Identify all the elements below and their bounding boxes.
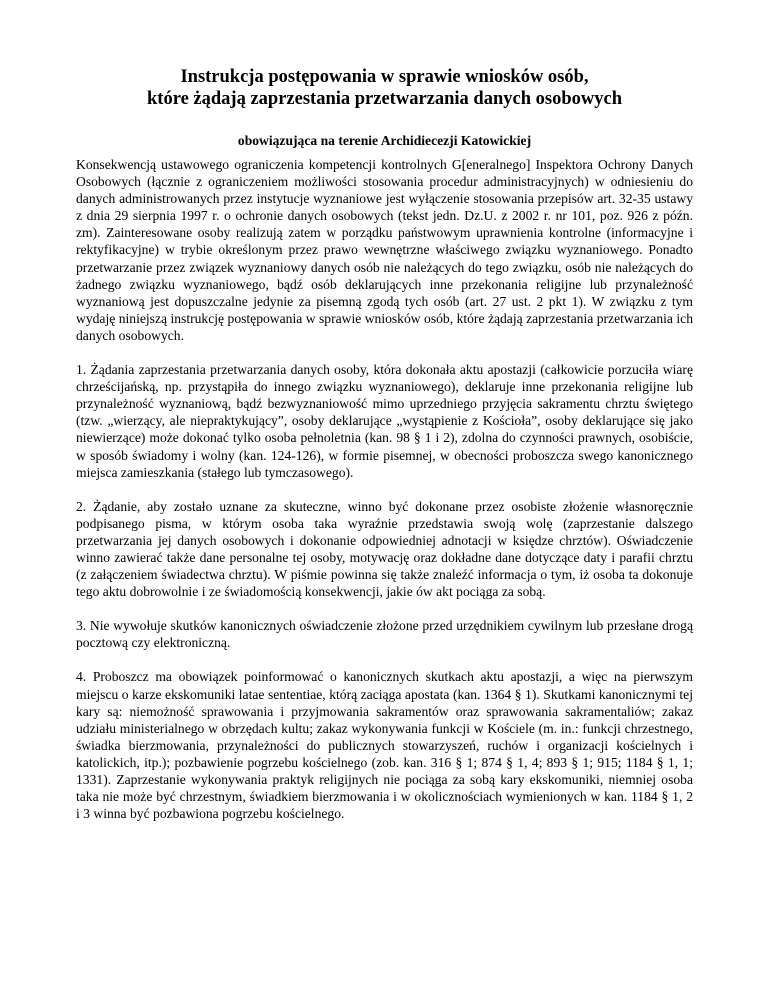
- paragraph-2: 2. Żądanie, aby zostało uznane za skuteczne, winno być dokonane przez osobiste złożenie własnoręcznie podpisanego pisma, w którym osoba taka wyraźnie przedstawia swoją wolę (zaprzestanie dalszego przetwarzania jej danych osobowych i dokonanie odpowiedniej adnotacji w księdze chrztów). Oświadczenie winno zawierać także dane personalne tej osoby, motywację oraz dokładne dane dotyczące daty i parafii chrztu (z załączeniem świadectwa chrztu). W piśmie powinna się także znaleźć informacja o tym, iż osoba ta dokonuje tego aktu dobrowolnie i ze świadomością konsekwencji, jakie ów akt pociąga za sobą.: [76, 498, 693, 600]
- document-title-line-2: które żądają zaprzestania przetwarzania danych osobowych: [147, 89, 622, 109]
- document-subtitle: obowiązująca na terenie Archidiecezji Katowickiej: [237, 133, 532, 148]
- intro-paragraph: Konsekwencją ustawowego ograniczenia kompetencji kontrolnych G[eneralnego] Inspektora Ochrony Danych Osobowych (łącznie z ograniczeniem możliwości stosowania procedur administracyjnych) w odniesieniu do danych administrowanych przez instytucje wyznaniowe jest wyłączenie stosowania przepisów art. 32-35 ustawy z dnia 29 sierpnia 1997 r. o ochronie danych osobowych (tekst jedn. Dz.U. z 2002 r. nr 101, poz. 926 z późn. zm). Zainteresowane osoby realizują zatem w porządku państwowym uprawnienia kontrolne (informacyjne i rektyfikacyjne) w trybie określonym przez prawo wewnętrzne właściwego związku wyznaniowego. Ponadto przetwarzanie przez związek wyznaniowy danych osób nie należących do tego związku, osób nie należących do żadnego związku wyznaniowego, bądź osób deklarujących inne przekonania religijne lub przynależność wyznaniową jest dopuszczalne jedynie za pisemną zgodą tych osób (art. 27 ust. 2 pkt 1). W związku z tym wydaję niniejszą instrukcję postępowania w sprawie wniosków osób, które żądają zaprzestania przetwarzania ich danych osobowych.: [76, 157, 693, 343]
- document-title-line-1: Instrukcja postępowania w sprawie wniosków osób,: [180, 67, 589, 87]
- document-title: [76, 66, 693, 110]
- paragraph-3: 3. Nie wywołuje skutków kanonicznych oświadczenie złożone przed urzędnikiem cywilnym lub przesłane drogą pocztową czy elektroniczną.: [76, 618, 693, 651]
- paragraph-4: 4. Proboszcz ma obowiązek poinformować o kanonicznych skutkach aktu apostazji, a więc na pierwszym miejscu o karze ekskomuniki latae sententiae, którą zaciąga apostata (kan. 1364 § 1). Skutkami kanonicznymi tej kary są: niemożność sprawowania i przyjmowania sakramentów oraz sprawowania sakramentaliów; zakaz udziału ministerialnego w obrzędach kultu; zakaz wykonywania funkcji w Kościele (m. in.: funkcji chrzestnego, świadka bierzmowania, przynależności do publicznych stowarzyszeń, ruchów i organizacji kościelnych i katolickich, itp.); pozbawienie pogrzebu kościelnego (zob. kan. 316 § 1; 874 § 1, 4; 893 § 1; 915; 1184 § 1, 1; 1331). Zaprzestanie wykonywania praktyk religijnych nie pociąga za sobą kary ekskomuniki, niemniej osoba taka nie może być chrzestnym, świadkiem bierzmowania i w okolicznościach wymienionych w kan. 1184 § 1, 2 i 3 winna być pozbawiona pogrzebu kościelnego.: [76, 669, 693, 822]
- paragraph-1: 1. Żądania zaprzestania przetwarzania danych osoby, która dokonała aktu apostazji (całkowicie porzuciła wiarę chrześcijańską, np. przystąpiła do innego związku wyznaniowego), deklaruje inne przekonania religijne lub przynależność wyznaniową, bądź bezwyznaniowość mimo uprzedniego przyjęcia sakramentu chrztu świętego (tzw. „wierzący, ale niepraktykujący”, osoby deklarujące „wystąpienie z Kościoła”, osoby deklarujące się jako niewierzące) może dokonać tylko osoba pełnoletnia (kan. 98 § 1 i 2), zdolna do czynności prawnych, osobiście, w sposób świadomy i wolny (kan. 124-126), w formie pisemnej, w obecności proboszcza swego kanonicznego miejsca zamieszkania (stałego lub tymczasowego).: [76, 362, 693, 480]
- document-page: [76, 66, 693, 822]
